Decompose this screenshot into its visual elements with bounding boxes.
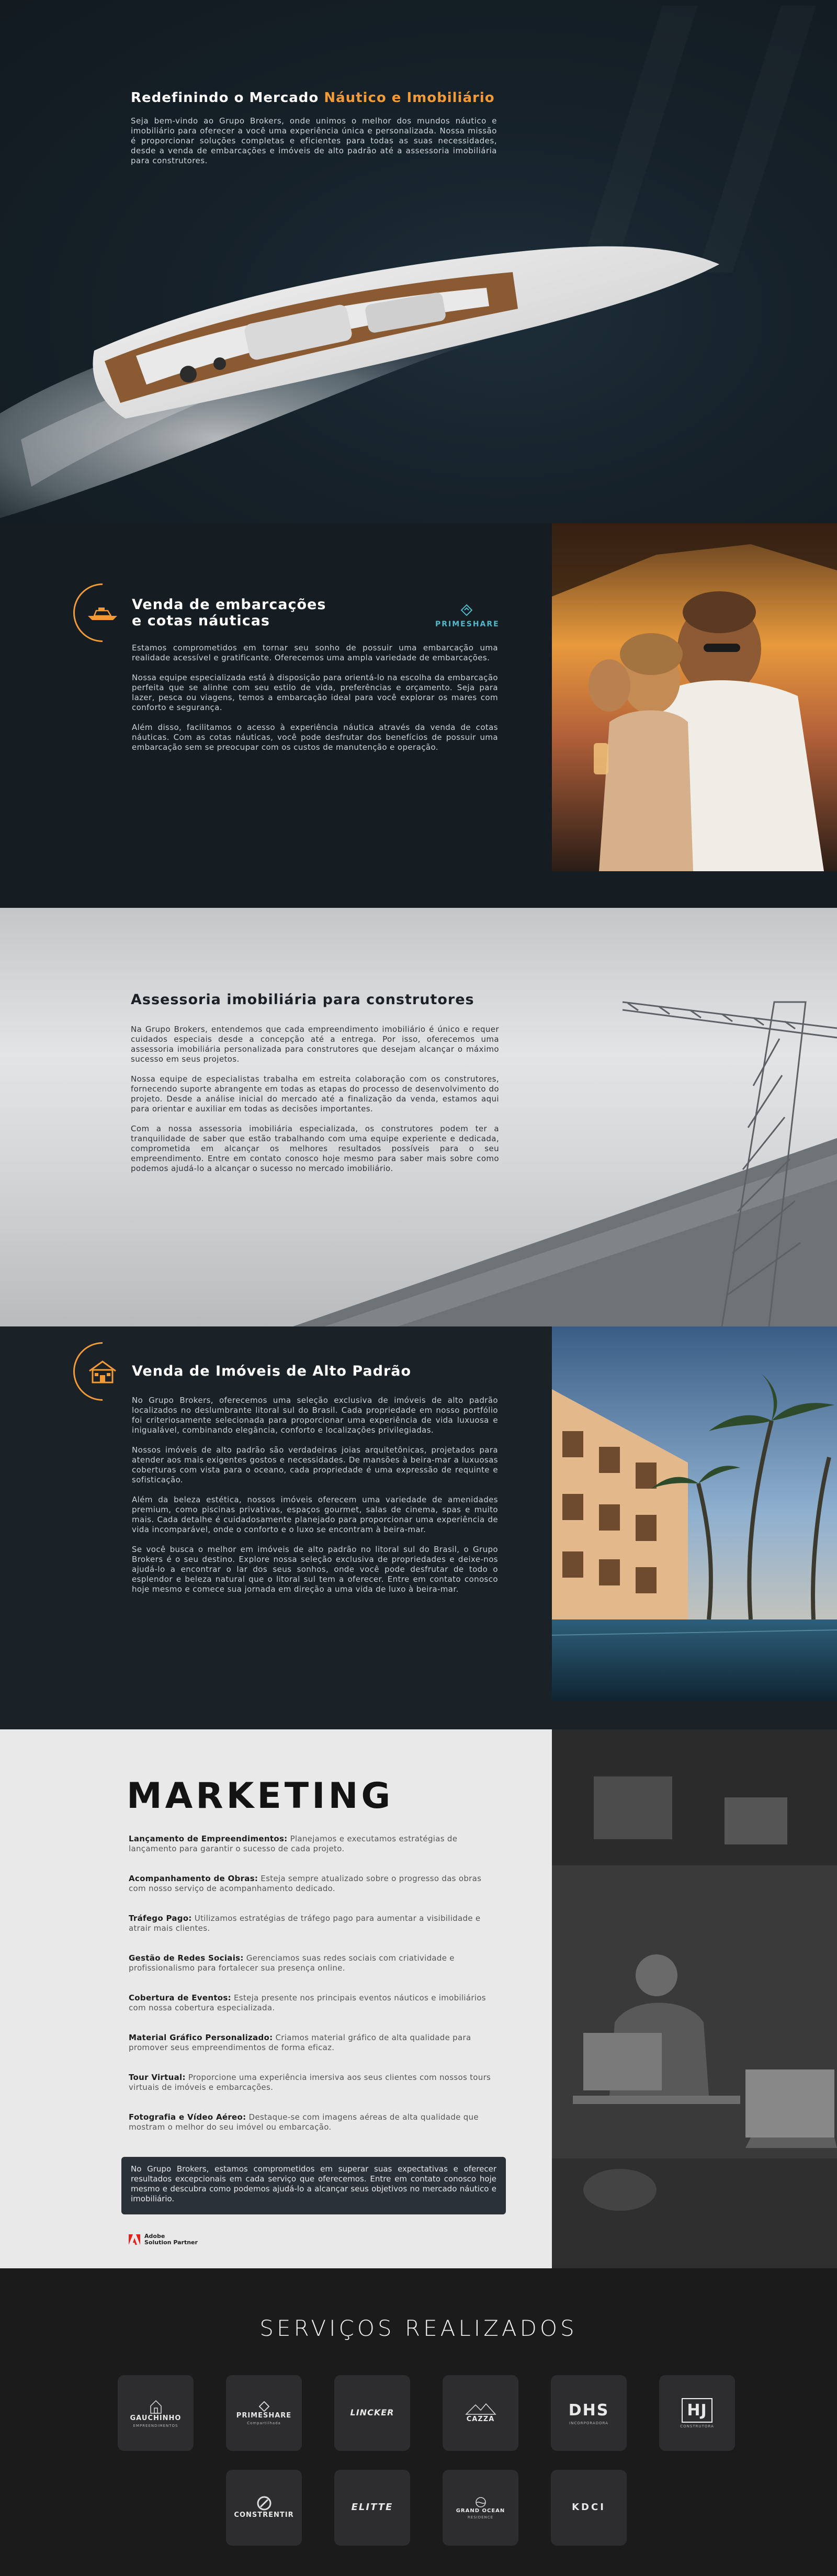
client-logo-sub: Compartilhada xyxy=(247,2421,281,2425)
client-logo-card xyxy=(226,2375,302,2451)
marketing-service-item xyxy=(129,2112,495,2142)
client-logo-sub: RESIDENCE xyxy=(467,2515,494,2519)
estate-paragraph: Se você busca o melhor em imóveis de alto padrão no litoral sul do Brasil, o Grupo Brokers é o seu destino. Explore nossa seleção exclusiva de propriedades e deixe-nos ajudá-lo a encontrar o lar dos seus sonhos, onde você pode desfrutar de todo o esplendor e beleza natural que o litoral sul tem a oferecer. Entre em contato conosco hoje mesmo e comece sua jornada em direção a uma vida de luxo à beira-mar. xyxy=(132,1545,498,1594)
service-label: Tour Virtual: xyxy=(129,2073,186,2082)
hero-title-prefix: Redefinindo o Mercado xyxy=(131,90,324,106)
adobe-partner-badge xyxy=(129,2233,198,2246)
client-logo-card xyxy=(551,2375,627,2451)
marketing-service-item xyxy=(129,2073,495,2102)
marketing-callout-box: No Grupo Brokers, estamos comprometidos em superar suas expectativas e oferecer resultados excepcionais em cada serviço que oferecemos. Entre em contato conosco hoje mesmo e descubra como podemos ajudá-lo a alcançar seus objetivos no mercado náutico e imobiliário. xyxy=(121,2157,506,2214)
client-logo-card xyxy=(443,2470,518,2546)
client-logo-name: PRIMESHARE xyxy=(236,2411,292,2420)
service-text: Gerenciamos suas redes sociais com criatividade e profissionalismo para fortalecer sua presença online. xyxy=(129,1953,455,1973)
service-label: Lançamento de Empreendimentos: xyxy=(129,1834,288,1843)
resort-photo xyxy=(552,1326,837,1701)
services-title: SERVIÇOS REALIZADOS xyxy=(259,2315,578,2341)
service-text: Proporcione uma experiência imersiva aos seus clientes com nossos tours virtuais de imóveis e embarcações. xyxy=(129,2073,491,2092)
builders-paragraph: Nossa equipe de especialistas trabalha em estreita colaboração com os construtores, fornecendo suporte abrangente em todas as etapas do processo de desenvolvimento do projeto. Desde a análise inicial do mercado até a finalização da venda, estamos aqui para orientar e auxiliar em todas as decisões importantes. xyxy=(131,1074,499,1113)
service-label: Cobertura de Eventos: xyxy=(129,1993,231,2003)
client-logo-name: HJ xyxy=(682,2398,712,2423)
marketing-service-item xyxy=(129,2033,495,2063)
primeshare-mark-icon xyxy=(259,2401,269,2412)
builders-section xyxy=(0,908,837,1326)
client-logo-card xyxy=(659,2375,735,2451)
primeshare-logo xyxy=(435,604,498,628)
adobe-line2: Solution Partner xyxy=(144,2239,198,2246)
circle-mark-icon xyxy=(256,2495,272,2511)
boats-title-line2: e cotas náuticas xyxy=(132,613,270,629)
service-label: Material Gráfico Personalizado: xyxy=(129,2033,273,2042)
service-text: Criamos material gráfico de alta qualidade para promover seus empreendimentos de forma eficaz. xyxy=(129,2033,471,2052)
yacht-image xyxy=(0,194,837,518)
boats-title-line1: Venda de embarcações xyxy=(132,597,326,613)
boat-friends-photo xyxy=(552,523,837,871)
client-logo-card xyxy=(226,2470,302,2546)
marketing-service-item xyxy=(129,1834,495,1864)
marketing-service-item xyxy=(129,1993,495,2023)
service-label: Fotografia e Vídeo Aéreo: xyxy=(129,2112,246,2122)
marketing-section xyxy=(0,1729,837,2268)
boats-title xyxy=(132,597,326,629)
hero-title-accent: Náutico e Imobiliário xyxy=(324,90,495,106)
house-outline-icon xyxy=(149,2399,163,2414)
client-logo-name: GRAND OCEAN xyxy=(456,2507,505,2514)
boats-paragraph: Nossa equipe especializada está à disposição para orientá-lo na escolha da embarcação perfeita que se alinhe com seu estilo de vida, preferências e orçamento. Seja para lazer, pesca ou viagens, temos a embarcação ideal para você explorar os mares com conforto e segurança. xyxy=(132,673,498,712)
client-logo-card xyxy=(118,2375,194,2451)
client-logo-sub: CONSTRUTORA xyxy=(680,2424,714,2428)
hero-section xyxy=(0,0,837,523)
marketing-services-list xyxy=(129,1834,495,2152)
client-logo-name: DHS xyxy=(568,2401,609,2420)
hero-title xyxy=(131,90,507,106)
service-text: Planejamos e executamos estratégias de lançamento para garantir o sucesso de cada projeto. xyxy=(129,1834,458,1853)
wave-mark-icon xyxy=(473,2496,488,2508)
mountain-icon xyxy=(465,2402,496,2415)
marketing-service-item xyxy=(129,1953,495,1983)
client-logo-sub: EMPREENDIMENTOS xyxy=(133,2423,178,2428)
adobe-partner-text xyxy=(144,2233,198,2246)
client-logo-name: LINCKER xyxy=(350,2407,394,2417)
boats-paragraph: Além disso, facilitamos o acesso à experiência náutica através da venda de cotas náuticas. Com as cotas náuticas, você pode desfrutar dos benefícios de possuir uma embarcação sem se preocupar com os custos de manutenção e operação. xyxy=(132,723,498,752)
service-text: Destaque-se com imagens aéreas de alta qualidade que mostram o melhor do seu imóvel ou embarcação. xyxy=(129,2112,479,2132)
builders-paragraph: Na Grupo Brokers, entendemos que cada empreendimento imobiliário é único e requer cuidados especiais desde a concepção até a entrega. Por isso, oferecemos uma assessoria imobiliária personalizada para construtores que desejam alcançar o máximo sucesso em seus projetos. xyxy=(131,1025,499,1064)
service-label: Acompanhamento de Obras: xyxy=(129,1874,258,1883)
builders-description xyxy=(131,1025,499,1184)
client-logo-card xyxy=(334,2375,410,2451)
hero-description: Seja bem-vindo ao Grupo Brokers, onde unimos o melhor dos mundos náutico e imobiliário para oferecer a você uma experiência única e personalizada. Nossa missão é proporcionar soluções completas e eficientes para todas as suas necessidades, desde a venda de embarcações e imóveis de alto padrão até a assessoria imobiliária para construtores. xyxy=(131,116,497,165)
marketing-title: MARKETING xyxy=(127,1775,394,1817)
builders-paragraph: Com a nossa assessoria imobiliária especializada, os construtores podem ter a tranquilidade de saber que estão trabalhando com uma equipe experiente e dedicada, comprometida em alcançar os melhores resultados possíveis para o seu empreendimento. Entre em contato conosco hoje mesmo para saber mais sobre como podemos ajudá-lo a alcançar o sucesso no mercado imobiliário. xyxy=(131,1124,499,1173)
boats-description xyxy=(132,643,498,762)
adobe-line1: Adobe xyxy=(144,2233,165,2240)
service-label: Tráfego Pago: xyxy=(129,1914,192,1923)
estate-description xyxy=(132,1396,498,1604)
primeshare-mark-icon xyxy=(461,604,472,616)
client-logo-name: CONSTRENTIR xyxy=(234,2511,294,2519)
client-logo-card xyxy=(443,2375,518,2451)
client-logo-card xyxy=(334,2470,410,2546)
office-photo xyxy=(552,1729,837,2268)
estate-paragraph: Além da beleza estética, nossos imóveis oferecem uma variedade de amenidades premium, como piscinas privativas, espaços gourmet, salas de cinema, spas e muito mais. Cada detalhe é cuidadosamente planejado para proporcionar uma experiência de vida incomparável, onde o conforto e o luxo se encontram à beira-mar. xyxy=(132,1495,498,1534)
estate-section xyxy=(0,1326,837,1729)
client-logo-card xyxy=(551,2470,627,2546)
client-logo-name: GAUCHINHO xyxy=(130,2414,182,2422)
marketing-service-item xyxy=(129,1874,495,1904)
primeshare-logo-text: PRIMESHARE xyxy=(435,620,500,628)
builders-title: Assessoria imobiliária para construtores xyxy=(131,992,474,1008)
service-text: Utilizamos estratégias de tráfego pago para aumentar a visibilidade e atrair mais clientes. xyxy=(129,1914,481,1933)
boat-icon xyxy=(73,583,132,642)
estate-paragraph: Nossos imóveis de alto padrão são verdadeiras joias arquitetônicas, projetados para atender aos mais exigentes gostos e necessidades. De mansões à beira-mar a luxuosas coberturas com vista para o oceano, cada propriedade é uma expressão de requinte e sofisticação. xyxy=(132,1445,498,1484)
service-text: Esteja presente nos principais eventos náuticos e imobiliários com nossa cobertura especializada. xyxy=(129,1993,486,2012)
adobe-icon xyxy=(129,2234,140,2245)
estate-title: Venda de Imóveis de Alto Padrão xyxy=(132,1363,412,1379)
client-logo-name: ELITTE xyxy=(351,2501,393,2513)
boats-section xyxy=(0,523,837,908)
estate-paragraph: No Grupo Brokers, oferecemos uma seleção exclusiva de imóveis de alto padrão localizados no deslumbrante litoral sul do Brasil. Cada propriedade em nosso portfólio foi criteriosamente selecionada para proporcionar uma experiência de vida luxuosa e inigualável, combinando elegância, conforto e localizações privilegiadas. xyxy=(132,1396,498,1435)
service-text: Esteja sempre atualizado sobre o progresso das obras com nosso serviço de acompanhamento dedicado. xyxy=(129,1874,482,1893)
client-logo-name: KDCI xyxy=(572,2501,606,2513)
marketing-service-item xyxy=(129,1914,495,1943)
boats-paragraph: Estamos comprometidos em tornar seu sonho de possuir uma embarcação uma realidade acessível e gratificante. Oferecemos uma ampla variedade de embarcações. xyxy=(132,643,498,662)
client-logo-sub: INCORPORADORA xyxy=(569,2421,608,2425)
client-logo-name: CAZZA xyxy=(466,2415,495,2423)
service-label: Gestão de Redes Sociais: xyxy=(129,1953,244,1963)
services-section xyxy=(0,2268,837,2576)
house-icon xyxy=(73,1342,132,1401)
